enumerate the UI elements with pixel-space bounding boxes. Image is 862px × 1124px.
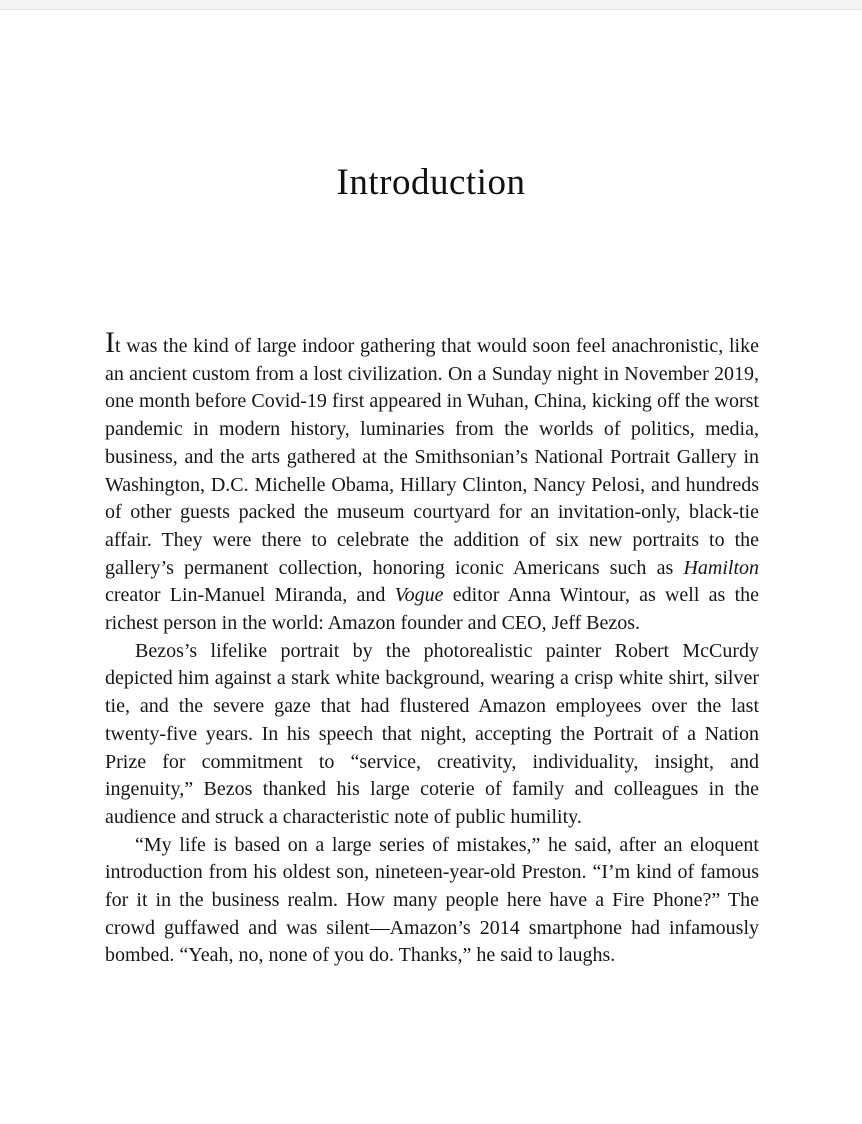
paragraph-1-text: t was the kind of large indoor gathering that would soon feel anachronistic, like an ancient custom from a lost civilization. On a Sunday night in November 2019, one month before Covid-19 first appeared in Wuhan, China, kicking off the worst pandemic in modern history, luminaries from the worlds of politics, media, business, and the arts gathered at the Smithsonian’s National Portrait Gallery in Washington, D.C. Michelle Obama, Hillary Clinton, Nancy Pelosi, and hundreds of other guests packed the museum courtyard for an invitation-only, black-tie affair. They were there to celebrate the addition of six new portraits to the gallery’s permanent collection, honoring iconic Americans such as [105,335,759,579]
paragraph-1-text: creator Lin-Manuel Miranda, and [105,584,395,607]
book-text-column [105,326,759,970]
italic-magazine-title: Vogue [394,584,444,607]
initial-capital: I [105,326,115,359]
paragraph-1 [105,326,759,638]
italic-book-title: Hamilton [683,556,759,579]
paragraph-1-text: editor Anna Wintour, as well as the richest person in the world: Amazon founder and CEO, Jeff Bezos. [105,584,759,635]
paragraph-2: Bezos’s lifelike portrait by the photorealistic painter Robert McCurdy depicted him against a stark white background, wearing a crisp white shirt, silver tie, and the severe gaze that had flustered Amazon employees over the last twenty-five years. In his speech that night, accepting the Portrait of a Nation Prize for commitment to “service, creativity, individuality, insight, and ingenuity,” Bezos thanked his large coterie of family and colleagues in the audience and struck a characteristic note of public humility. [105,639,759,828]
window-chrome-bar [0,0,862,10]
paragraph-3: “My life is based on a large series of mistakes,” he said, after an eloquent introduction from his oldest son, nineteen-year-old Preston. “I’m kind of famous for it in the business realm. How many people here have a Fire Phone?” The crowd guffawed and was silent—Amazon’s 2014 smartphone had infamously bombed. “Yeah, no, none of you do. Thanks,” he said to laughs. [105,833,759,967]
chapter-title: Introduction [336,162,526,203]
